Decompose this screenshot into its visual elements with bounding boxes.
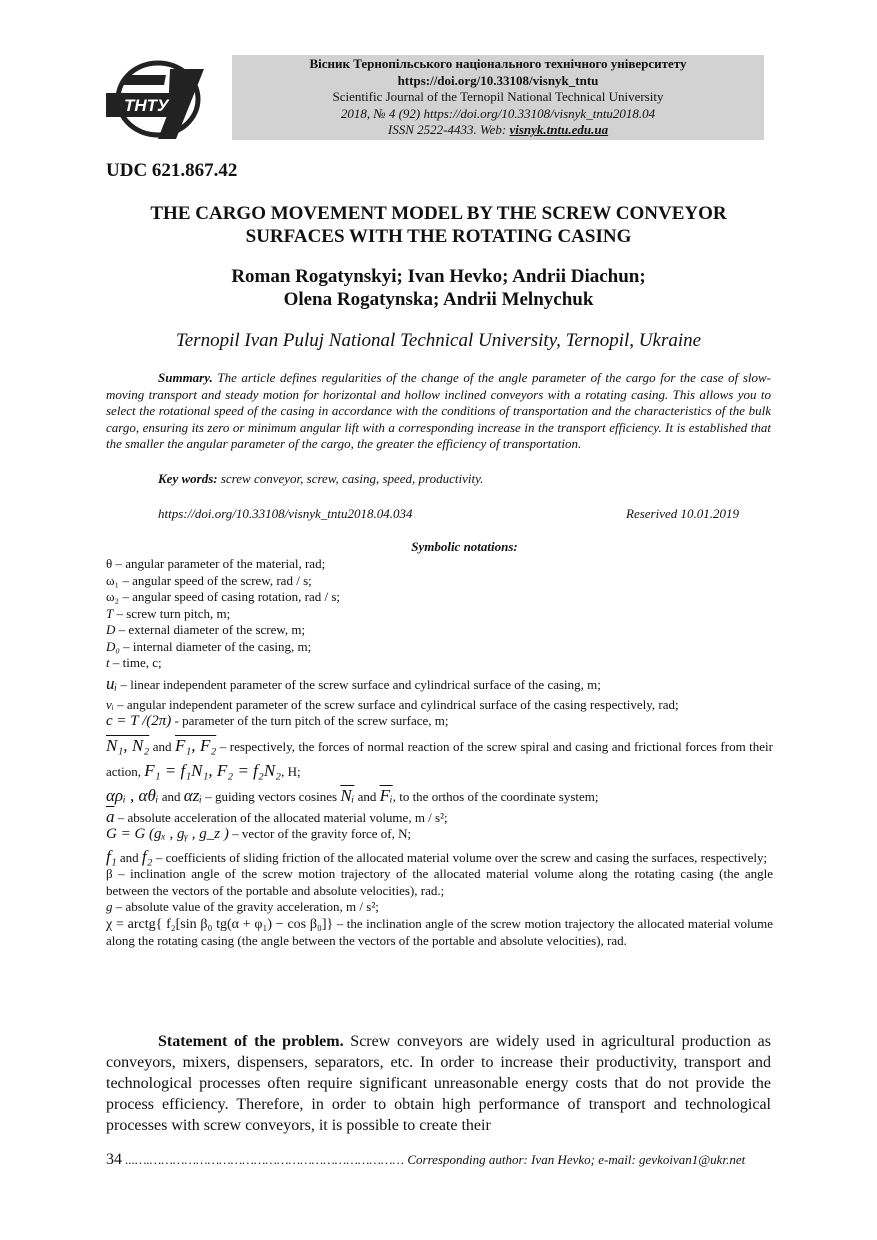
notation-u xyxy=(106,672,773,697)
symbol-D0: D₀ xyxy=(106,638,120,654)
notation-N-tail: , H; xyxy=(281,763,301,779)
notation-g-text: – absolute value of the gravity acceleration, m / s²; xyxy=(112,899,379,914)
notation-G xyxy=(106,826,773,843)
symbol-alpha-z: αzᵢ xyxy=(183,785,203,805)
notation-u-text: – linear independent parameter of the screw surface and cylindrical surface of the casing, m; xyxy=(117,676,601,692)
notation-omega2: ω₂ – angular speed of casing rotation, rad / s; xyxy=(106,589,341,604)
symbol-alpha: αρᵢ , αθᵢ xyxy=(106,785,159,805)
notation-g xyxy=(106,899,773,916)
symbol-a: $\overline{a}$ xyxy=(106,806,115,826)
journal-name-en: Scientific Journal of the Ternopil National Technical University xyxy=(332,89,664,104)
issn-text: ISSN 2522-4433. Web: xyxy=(387,122,510,137)
notation-a xyxy=(106,806,773,827)
formula-chi: χ = arctg{ f₂[sin β₀ tg(α + φ₁) − cos β₀]} xyxy=(106,916,334,932)
summary xyxy=(106,370,771,453)
article-doi[interactable]: https://doi.org/10.33108/visnyk_tntu2018.04.034 xyxy=(158,506,413,521)
notation-alpha xyxy=(106,784,773,809)
issue-info: 2018, № 4 (92) https://doi.org/10.33108/visnyk_tntu2018.04 xyxy=(340,105,656,121)
notation-c xyxy=(106,713,773,730)
issn-line xyxy=(232,122,764,139)
notation-chi xyxy=(106,916,773,950)
journal-doi: https://doi.org/10.33108/visnyk_tntu xyxy=(397,72,599,88)
symbolic-notations-list xyxy=(106,556,773,950)
notation-T-text: – screw turn pitch, m; xyxy=(113,605,231,621)
notation-G-text: – vector of the gravity force of, N; xyxy=(228,826,412,841)
keywords-text: screw conveyor, screw, casing, speed, productivity. xyxy=(217,471,484,486)
body-text: Screw conveyors are widely used in agricultural production as conveyors, mixers, dispensers, separators, etc. In order to increase their productivity, transport and technological processes often require significant unreasonable energy costs that do not provide the process efficiency. Therefore, in order to obtain high performance of transport and technological processes with screw conveyors, it is possible to create their xyxy=(106,1033,772,1134)
notation-D0-text: – internal diameter of the casing, m; xyxy=(119,638,312,654)
section-heading-problem: Statement of the problem. xyxy=(158,1033,344,1050)
notation-t-text: – time, c; xyxy=(109,655,162,670)
journal-logo xyxy=(106,57,210,145)
notation-N-F xyxy=(106,734,773,784)
notation-theta: θ – angular parameter of the material, rad; xyxy=(106,556,326,571)
symbol-v: vᵢ xyxy=(106,696,114,712)
journal-website-link[interactable]: visnyk.tntu.edu.ua xyxy=(509,122,609,137)
symbol-T: T xyxy=(106,605,114,621)
received-date: Reserived 10.01.2019 xyxy=(626,506,740,521)
page-footer xyxy=(106,1151,771,1169)
formula-G: G = G (gₓ , gᵧ , g_z ) xyxy=(106,826,229,842)
notation-chi-text: – the inclination angle of the screw motion trajectory the allocated material volume along the rotating casing (the angle between the vectors of the portable and absolute velocities), rad. xyxy=(106,915,773,948)
title-line-2: SURFACES WITH THE ROTATING CASING xyxy=(245,226,632,247)
symbol-Fi: $\overline{Fᵢ}$ xyxy=(379,785,393,805)
paper-title xyxy=(106,202,771,248)
page-number: 34 xyxy=(106,1151,122,1168)
notation-f xyxy=(106,846,773,867)
symbol-g: g xyxy=(106,899,113,914)
summary-text: The article defines regularities of the change of the angle parameter of the cargo for the case of slow-moving transport and steady motion for horizontal and hollow inclined conveyors with a rotating casing. This allows you to select the rotational speed of the casing in accordance with the conditions of transportation and the characteristics of the bulk cargo, ensuring its zero or minimum angular lift with a corresponding increase in the transport efficiency. It is established that the smaller the angular parameter of the cargo, the greater the efficiency of transportation. xyxy=(106,370,771,451)
symbol-D: D xyxy=(106,622,116,637)
body-paragraph xyxy=(106,1031,771,1136)
logo-graphic xyxy=(106,57,210,145)
authors-line-2: Olena Rogatynska; Andrii Melnychuk xyxy=(283,289,594,310)
journal-header xyxy=(232,55,764,140)
symbol-F: F₁, F₂ xyxy=(174,735,217,755)
notation-c-text: - parameter of the turn pitch of the screw surface, m; xyxy=(171,713,449,728)
notation-f-and: and xyxy=(116,849,142,865)
formula-c: c = T /(2π) xyxy=(106,713,172,729)
symbol-f2: f₂ xyxy=(141,846,153,866)
notation-T xyxy=(106,606,773,623)
logo-text: ТНТУ xyxy=(124,96,169,115)
notation-D-text: – external diameter of the screw, m; xyxy=(115,622,306,637)
notation-D xyxy=(106,622,773,639)
summary-label: Summary. xyxy=(158,370,213,385)
authors-line-1: Roman Rogatynskyi; Ivan Hevko; Andrii Diachun; xyxy=(231,266,646,287)
notation-alpha-tail: , to the orthos of the coordinate system; xyxy=(392,788,599,804)
notation-alpha-and2: and xyxy=(354,788,380,804)
corresponding-author: Corresponding author: Ivan Hevko; e-mail: gevkoivan1@ukr.net xyxy=(407,1152,746,1167)
notation-alpha-text: – guiding vectors cosines xyxy=(202,788,341,804)
notation-v xyxy=(106,697,773,714)
symbol-f1: f₁ xyxy=(106,846,117,866)
affiliation: Ternopil Ivan Puluj National Technical University, Ternopil, Ukraine xyxy=(175,330,702,351)
journal-name-ua: Вісник Тернопільського національного технічного університету xyxy=(309,56,687,71)
symbol-u: uᵢ xyxy=(106,673,118,693)
authors xyxy=(106,265,771,311)
notation-f-text: – coefficients of sliding friction of the allocated material volume over the screw and casing the surfaces, respectively; xyxy=(152,849,768,865)
notation-a-text: – absolute acceleration of the allocated material volume, m / s²; xyxy=(114,809,448,825)
formula-friction: F₁ = f₁N₁, F₂ = f₂N₂ xyxy=(144,760,282,780)
notation-v-text: – angular independent parameter of the screw surface and cylindrical surface of the casing respectively, rad; xyxy=(113,696,679,712)
notation-N-and: and xyxy=(149,738,175,754)
notation-D0 xyxy=(106,639,773,656)
symbol-t: t xyxy=(106,655,110,670)
symbolic-notations-heading: Symbolic notations: xyxy=(411,539,518,554)
symbol-N: N₁, N₂ xyxy=(106,735,150,755)
notation-t xyxy=(106,655,773,672)
keywords-label: Key words: xyxy=(158,471,218,486)
symbol-Ni: $\overline{Nᵢ}$ xyxy=(340,785,355,805)
keywords xyxy=(158,471,483,487)
udc-code: UDC 621.867.42 xyxy=(106,160,238,181)
title-line-1: THE CARGO MOVEMENT MODEL BY THE SCREW CONVEYOR xyxy=(150,203,727,224)
notation-beta: β – inclination angle of the screw motion trajectory of the allocated material volume along the rotating casing (the angle between the vectors of the portable and absolute velocities), rad.; xyxy=(106,866,773,898)
footer-leader: ...….………………………………………………………… xyxy=(122,1152,408,1167)
notation-omega1: ω₁ – angular speed of the screw, rad / s; xyxy=(106,572,312,588)
notation-N-text: – respectively, the forces of normal reaction of the screw spiral and casing and frictional forces from their action, xyxy=(106,738,773,779)
notation-alpha-and: and xyxy=(158,788,184,804)
